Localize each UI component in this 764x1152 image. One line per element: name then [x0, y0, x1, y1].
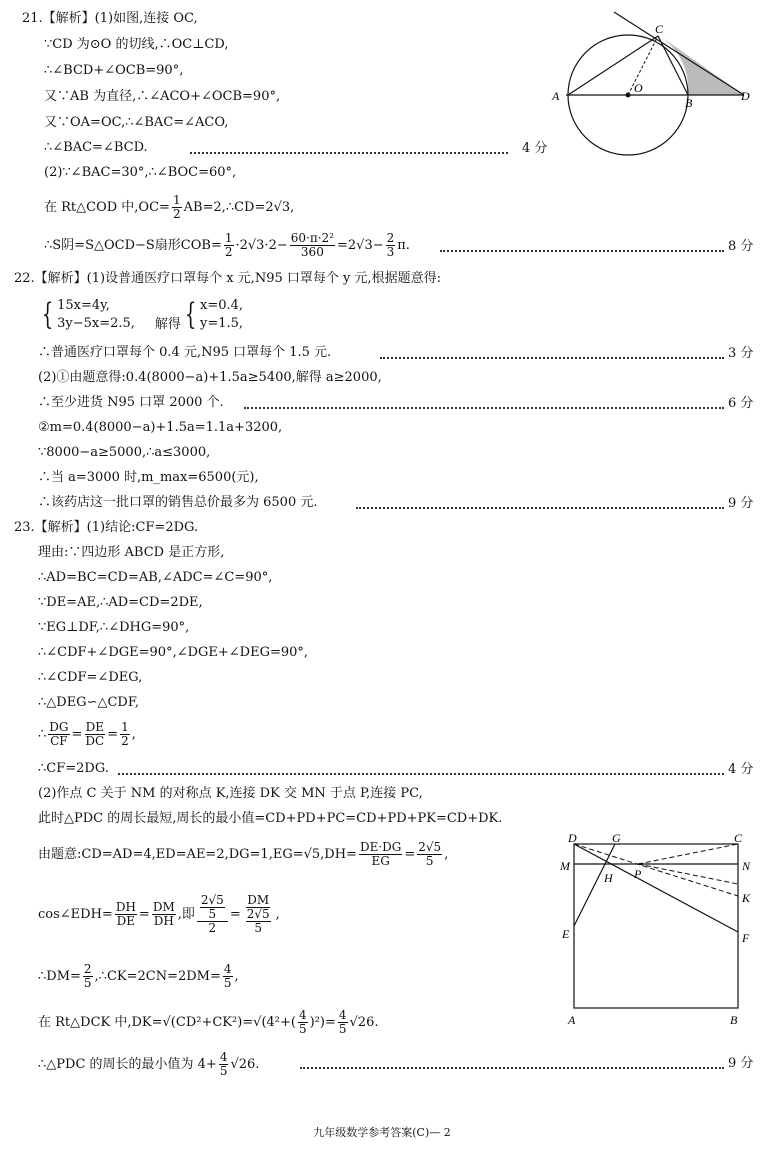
denominator: 5 — [223, 975, 232, 990]
fraction — [246, 908, 271, 935]
equation-system — [57, 297, 135, 333]
denominator: 5 — [254, 920, 262, 935]
denominator: DH — [153, 913, 174, 928]
fraction — [219, 1051, 229, 1078]
numerator: 4 — [298, 1007, 307, 1022]
q23-line-10: ∴CF=2DG. — [38, 761, 109, 776]
label-m: M — [560, 859, 570, 873]
denominator: 5 — [83, 975, 92, 990]
numerator: 4 — [223, 961, 232, 976]
q23-line-3: ∴AD=BC=CD=AB,∠ADC=∠C=90°, — [38, 570, 273, 585]
equals: = — [107, 726, 119, 742]
fraction — [386, 232, 396, 259]
center-point — [626, 93, 631, 98]
label-d: D — [741, 89, 750, 103]
dot-leader — [118, 773, 724, 775]
square-figure — [554, 830, 758, 1030]
q22-line-2: ∴普通医疗口罩每个 0.4 元,N95 口罩每个 1.5 元. — [38, 345, 332, 360]
equals: = — [229, 906, 241, 922]
score-mark: 4 分 — [728, 762, 754, 777]
denominator: 5 — [208, 906, 217, 921]
dot-leader — [190, 152, 508, 154]
fraction — [338, 1009, 348, 1036]
text: 由题意:CD=AD=4,ED=AE=2,DG=1,EG=√5,DH= — [38, 846, 357, 862]
equation: 15x=4y, — [57, 298, 110, 313]
q22-line-5: ②m=0.4(8000−a)+1.5a=1.1a+3200, — [38, 420, 283, 435]
denominator: 2 — [224, 244, 233, 259]
fraction — [298, 1009, 308, 1036]
label-o: O — [634, 81, 643, 95]
fraction — [152, 901, 176, 928]
solution-system — [200, 297, 243, 333]
denominator: 2 — [208, 920, 217, 935]
q22-line-8: ∴该药店这一批口罩的销售总价最多为 6500 元. — [38, 495, 318, 510]
radius-oc — [628, 36, 658, 95]
text: AB=2,∴CD=2√3, — [183, 199, 295, 215]
compound-fraction — [197, 894, 228, 935]
q22-system — [38, 293, 243, 337]
denominator: 5 — [219, 1063, 228, 1078]
q21-line-8 — [44, 190, 294, 224]
equation: x=0.4, — [200, 298, 244, 313]
numerator: 2√5 — [200, 892, 224, 907]
comma: , — [131, 726, 136, 742]
fraction — [417, 841, 442, 868]
chord-ac — [568, 36, 658, 95]
label-f: F — [742, 931, 750, 945]
denominator: 5 — [338, 1021, 347, 1036]
numerator: DE — [85, 719, 104, 734]
compound-fraction — [243, 894, 274, 935]
q21-line-7: (2)∵∠BAC=30°,∴∠BOC=60°, — [44, 165, 237, 180]
numerator: 60·π·2² — [290, 230, 334, 245]
fraction — [84, 721, 105, 748]
numerator: 2 — [83, 961, 92, 976]
q21-line-9 — [44, 228, 410, 262]
segment-pk — [638, 864, 738, 884]
text: ∴△PDC 的周长的最小值为 4+ — [38, 1056, 217, 1072]
q21-line-1: 21.【解析】(1)如图,连接 OC, — [22, 11, 198, 26]
left-brace: { — [184, 297, 197, 332]
fraction — [115, 901, 137, 928]
numerator: 2 — [386, 230, 395, 245]
dot-leader — [244, 407, 724, 409]
fraction — [290, 232, 335, 259]
q23-line-11: (2)作点 C 关于 NM 的对称点 K,连接 DK 交 MN 于点 P,连接 PC, — [38, 786, 423, 801]
text: cos∠EDH= — [38, 906, 113, 922]
text: π. — [397, 237, 410, 253]
numerator: 1 — [121, 719, 129, 734]
numerator: 1 — [172, 192, 181, 207]
text: ∴S阴=S△OCD−S扇形COB= — [44, 237, 222, 253]
label-a: A — [552, 89, 560, 103]
page-footer: 九年级数学参考答案(C)— 2 — [313, 1126, 451, 1139]
dot-leader — [356, 507, 724, 509]
denominator: 3 — [386, 244, 395, 259]
text: = — [404, 846, 416, 862]
text: 在 Rt△COD 中,OC= — [44, 199, 170, 215]
comma: , — [275, 906, 280, 922]
q23-line-7: ∴∠CDF=∠DEG, — [38, 670, 143, 685]
q23-line-17 — [38, 1046, 259, 1082]
label-h: H — [604, 871, 613, 885]
text: √26. — [349, 1014, 379, 1030]
q21-line-2: ∵CD 为⊙O 的切线,∴OC⊥CD, — [44, 37, 229, 52]
numerator: 4 — [338, 1007, 347, 1022]
fraction — [200, 894, 225, 921]
score-mark: 3 分 — [728, 346, 754, 361]
therefore-symbol: ∴ — [38, 726, 47, 742]
q21-line-3: ∴∠BCD+∠OCB=90°, — [44, 63, 184, 78]
label-p: P — [634, 867, 642, 881]
label-e: E — [562, 927, 570, 941]
label-d: D — [568, 831, 577, 845]
equals: = — [71, 726, 83, 742]
label-g: G — [612, 831, 621, 845]
q22-line-3: (2)①由题意得:0.4(8000−a)+1.5a≥5400,解得 a≥2000, — [38, 370, 382, 385]
denominator: 5 — [298, 1021, 307, 1036]
denominator: 2 — [172, 206, 181, 221]
denominator — [243, 908, 274, 935]
score-mark: 9 分 — [728, 1056, 754, 1071]
fraction — [359, 841, 402, 868]
denominator: CF — [50, 733, 68, 748]
equals: = — [138, 906, 150, 922]
numerator: 4 — [219, 1049, 228, 1064]
text: ·2√3·2− — [235, 237, 288, 253]
fraction — [223, 963, 233, 990]
circle-tangent-figure — [548, 6, 758, 158]
q23-line-16 — [38, 1004, 378, 1040]
score-mark: 9 分 — [728, 496, 754, 511]
fraction — [83, 963, 93, 990]
numerator: 2√5 — [418, 839, 442, 854]
q23-line-8: ∴△DEG∽△CDF, — [38, 695, 139, 710]
equation: 3y−5x=2.5, — [57, 316, 135, 331]
chord-bc — [658, 36, 688, 95]
comma: , — [234, 968, 239, 984]
numerator: DG — [49, 719, 69, 734]
numerator: DH — [115, 899, 136, 914]
fraction — [48, 721, 69, 748]
text: ,∴CK=2CN=2DM= — [94, 968, 221, 984]
q23-line-15 — [38, 958, 239, 994]
score-mark: 8 分 — [728, 239, 754, 254]
denominator: EG — [371, 853, 390, 868]
comma: , — [444, 846, 449, 862]
q22-line-4: ∴至少进货 N95 口罩 2000 个. — [38, 395, 224, 410]
label-k: K — [742, 891, 751, 905]
q21-line-4: 又∵AB 为直径,∴∠ACO+∠OCB=90°, — [44, 89, 281, 104]
denominator: 2 — [121, 733, 129, 748]
q21-line-5: 又∵OA=OC,∴∠BAC=∠ACO, — [44, 115, 229, 130]
fraction — [120, 721, 130, 748]
q22-line-7: ∴当 a=3000 时,m_max=6500(元), — [38, 470, 259, 485]
text: )²)= — [309, 1014, 336, 1030]
numerator: 1 — [224, 230, 233, 245]
left-brace: { — [41, 297, 54, 332]
text: =2√3− — [337, 237, 384, 253]
q23-line-12: 此时△PDC 的周长最短,周长的最小值=CD+PD+PC=CD+PD+PK=CD+DK. — [38, 811, 503, 826]
q23-line-13 — [38, 836, 448, 872]
q23-line-9 — [38, 716, 136, 752]
score-mark: 6 分 — [728, 396, 754, 411]
q23-line-5: ∵EG⊥DF,∴∠DHG=90°, — [38, 620, 190, 635]
fraction — [224, 232, 234, 259]
segment-pc — [638, 844, 738, 864]
dot-leader — [380, 357, 724, 359]
equation: y=1.5, — [200, 316, 244, 331]
square-abcd — [574, 844, 738, 1008]
label-b: B — [685, 96, 693, 110]
text: ∴DM= — [38, 968, 81, 984]
numerator: DM — [152, 899, 175, 914]
q23-line-4: ∵DE=AE,∴AD=CD=2DE, — [38, 595, 203, 610]
q23-line-2: 理由:∵四边形 ABCD 是正方形, — [38, 545, 225, 560]
q22-line-6: ∵8000−a≥5000,∴a≤3000, — [38, 445, 211, 460]
denominator: 360 — [300, 244, 324, 259]
numerator: 2√5 — [246, 906, 270, 921]
q23-line-14 — [38, 880, 280, 948]
text: ,即 — [177, 906, 195, 922]
dot-leader — [440, 250, 724, 252]
text: 在 Rt△DCK 中,DK=√(CD²+CK²)=√(4²+( — [38, 1014, 296, 1030]
label-c: C — [655, 22, 664, 36]
denominator: DC — [85, 733, 105, 748]
numerator — [197, 894, 228, 922]
segment-eg — [574, 844, 615, 926]
label-c: C — [734, 831, 743, 845]
score-mark: 4 分 — [522, 141, 548, 156]
q22-line-1: 22.【解析】(1)设普通医疗口罩每个 x 元,N95 口罩每个 y 元,根据题意得: — [14, 271, 441, 286]
denominator: 5 — [425, 853, 434, 868]
numerator: DM — [247, 892, 270, 907]
label-b: B — [730, 1013, 738, 1027]
text: 解得 — [154, 316, 181, 332]
fraction — [172, 194, 182, 221]
label-n: N — [742, 859, 751, 873]
q21-line-6: ∴∠BAC=∠BCD. — [44, 140, 148, 155]
label-a: A — [568, 1013, 576, 1027]
dot-leader — [300, 1067, 724, 1069]
denominator: DE — [116, 913, 136, 928]
q23-line-6: ∴∠CDF+∠DGE=90°,∠DGE+∠DEG=90°, — [38, 645, 309, 660]
q23-line-1: 23.【解析】(1)结论:CF=2DG. — [14, 520, 199, 535]
numerator: DE·DG — [359, 839, 402, 854]
text: √26. — [230, 1056, 260, 1072]
